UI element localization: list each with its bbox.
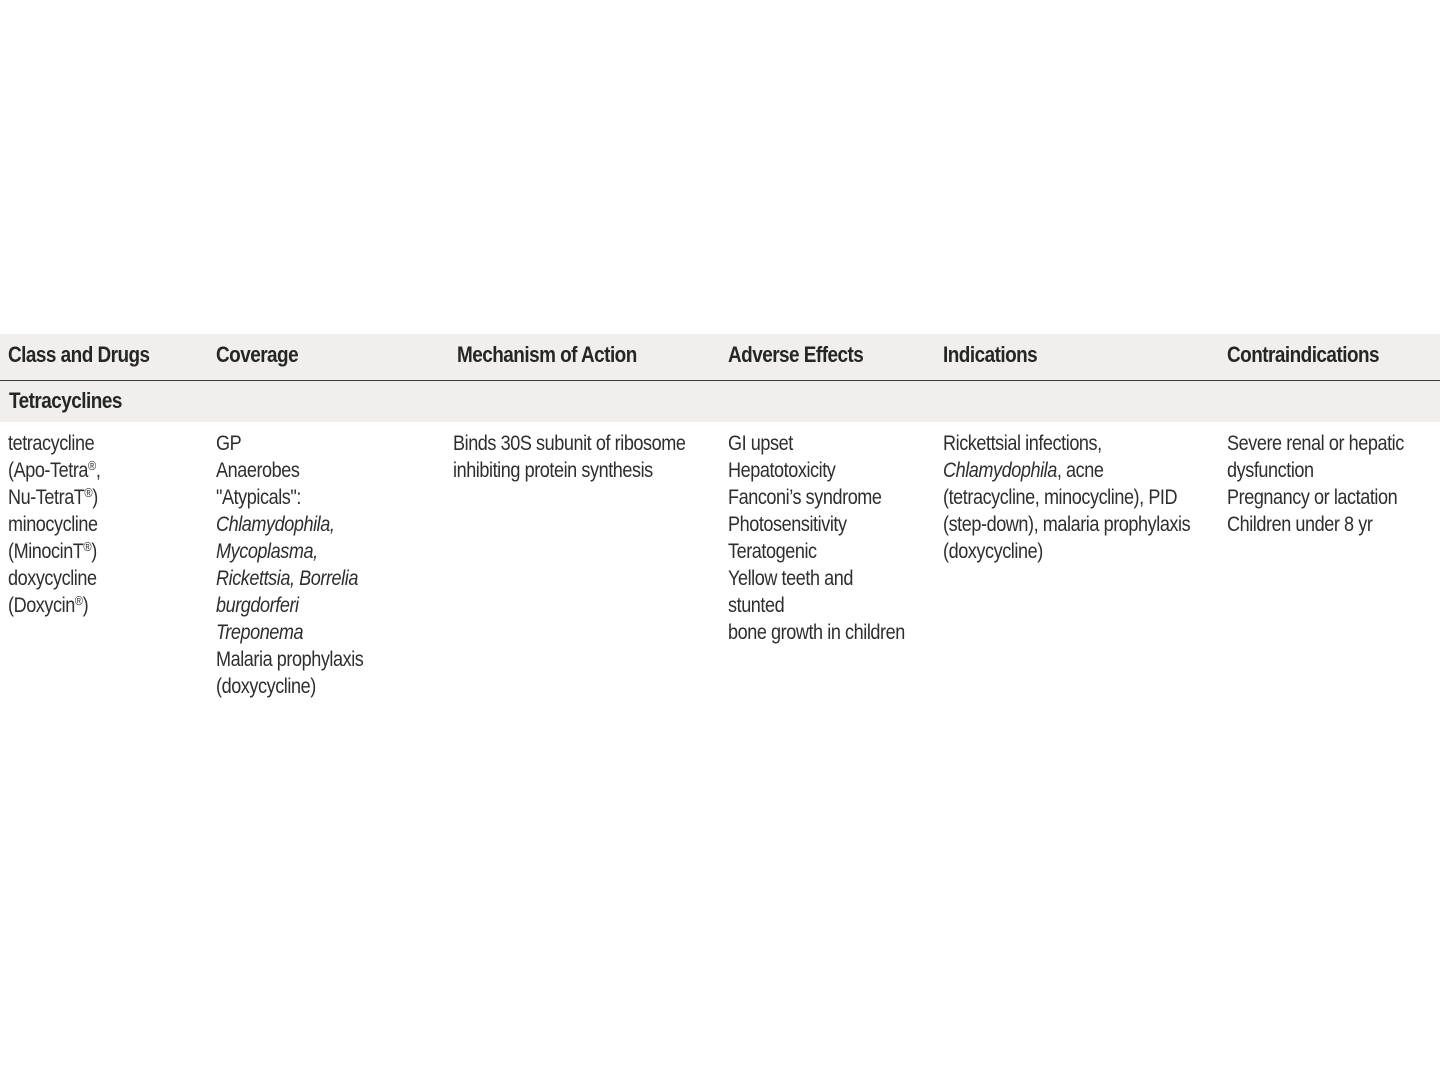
drug-line: tetracycline bbox=[8, 432, 95, 455]
header-class-and-drugs: Class and Drugs bbox=[8, 342, 150, 367]
coverage-line: (doxycycline) bbox=[216, 675, 316, 698]
indication-line: Rickettsial infections, bbox=[943, 432, 1102, 455]
class-row bbox=[0, 381, 1440, 422]
contraindication-line: Severe renal or hepatic bbox=[1227, 432, 1404, 455]
drug-line: (Apo-Tetra®, bbox=[8, 458, 101, 482]
drugs-cell bbox=[8, 430, 100, 619]
drug-line: (Doxycin®) bbox=[8, 593, 89, 617]
coverage-line: burgdorferi bbox=[216, 594, 299, 617]
adverse-effect-line: Teratogenic bbox=[728, 540, 817, 563]
coverage-line: GP bbox=[216, 432, 242, 455]
registered-mark: ® bbox=[88, 458, 96, 473]
contraindication-line: Pregnancy or lactation bbox=[1227, 486, 1398, 509]
adverse-effect-line: bone growth in children bbox=[728, 621, 905, 644]
coverage-cell bbox=[216, 430, 363, 700]
adverse-effects-cell bbox=[728, 430, 905, 646]
registered-mark: ® bbox=[83, 539, 92, 554]
adverse-effect-line: stunted bbox=[728, 594, 785, 617]
adverse-effect-line: Yellow teeth and bbox=[728, 567, 854, 590]
coverage-line: Chlamydophila, bbox=[216, 513, 335, 536]
contraindication-line: Children under 8 yr bbox=[1227, 513, 1373, 536]
registered-mark: ® bbox=[74, 593, 83, 608]
coverage-line: "Atypicals": bbox=[216, 486, 301, 509]
coverage-line: Rickettsia, Borrelia bbox=[216, 567, 358, 590]
contraindication-line: dysfunction bbox=[1227, 459, 1314, 482]
table-row bbox=[0, 422, 1440, 722]
indications-cell bbox=[943, 430, 1190, 565]
mechanism-line: inhibiting protein synthesis bbox=[453, 459, 653, 482]
coverage-line: Mycoplasma, bbox=[216, 540, 318, 563]
registered-mark: ® bbox=[84, 485, 93, 500]
mechanism-line: Binds 30S subunit of ribosome bbox=[453, 432, 686, 455]
coverage-line: Treponema bbox=[216, 621, 304, 644]
drug-line: doxycycline bbox=[8, 567, 97, 590]
contraindications-cell bbox=[1227, 430, 1404, 538]
drug-table bbox=[0, 334, 1440, 722]
adverse-effect-line: GI upset bbox=[728, 432, 793, 455]
indication-line: Chlamydophila, acne bbox=[943, 459, 1104, 482]
coverage-line: Malaria prophylaxis bbox=[216, 648, 364, 671]
drug-line: minocycline bbox=[8, 513, 98, 536]
coverage-line: Anaerobes bbox=[216, 459, 300, 482]
header-contraindications: Contraindications bbox=[1227, 342, 1380, 367]
indication-line: (tetracycline, minocycline), PID bbox=[943, 486, 1178, 509]
indication-line: (step-down), malaria prophylaxis bbox=[943, 513, 1191, 536]
drug-line: (MinocinT®) bbox=[8, 539, 97, 563]
table-header-row bbox=[0, 334, 1440, 381]
adverse-effect-line: Fanconi’s syndrome bbox=[728, 486, 882, 509]
header-indications: Indications bbox=[943, 342, 1038, 367]
mechanism-cell bbox=[453, 430, 685, 484]
class-name: Tetracyclines bbox=[9, 388, 122, 413]
header-coverage: Coverage bbox=[216, 342, 299, 367]
adverse-effect-line: Hepatotoxicity bbox=[728, 459, 836, 482]
adverse-effect-line: Photosensitivity bbox=[728, 513, 847, 536]
drug-line: Nu-TetraT®) bbox=[8, 485, 98, 509]
indication-line: (doxycycline) bbox=[943, 540, 1043, 563]
header-mechanism: Mechanism of Action bbox=[457, 342, 637, 367]
header-adverse-effects: Adverse Effects bbox=[728, 342, 864, 367]
